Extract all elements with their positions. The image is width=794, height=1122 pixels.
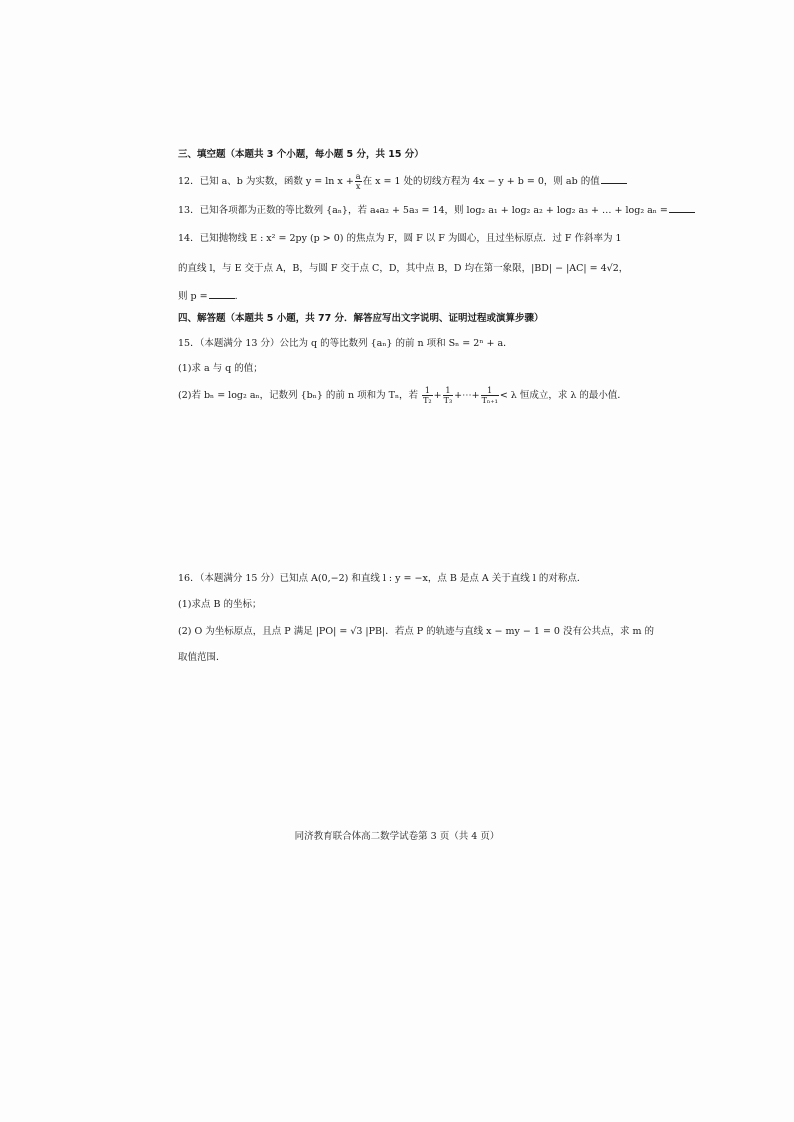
q15-f1-num: 1: [422, 386, 433, 396]
q15-fraction-2: [443, 386, 454, 405]
question-16-part2-line2: 取值范围．: [178, 652, 226, 663]
q15-f2-den: T₃: [443, 396, 453, 405]
question-14-line1: 14．已知抛物线 E : x² = 2py (p > 0) 的焦点为 F，圆 F 以 F 为圆心，且过坐标原点．过 F 作斜率为 1: [178, 233, 622, 244]
q15-fraction-3: [481, 386, 499, 405]
question-15-part1: (1)求 a 与 q 的值；: [178, 363, 263, 374]
question-12: [178, 172, 627, 191]
q15-part2-pre: (2)若 bₙ = log₂ aₙ，记数列 {bₙ} 的前 n 项和为 Tₙ，若: [178, 390, 419, 401]
question-16-part1: (1)求点 B 的坐标；: [178, 599, 262, 610]
q14-line3-post: .: [234, 291, 238, 302]
q15-f2-num: 1: [443, 386, 454, 396]
question-14-line3: [178, 289, 238, 304]
page-footer: 同济教育联合体高二数学试卷第 3 页（共 4 页）: [294, 831, 500, 842]
q12-frac-den: x: [355, 182, 361, 191]
question-15-intro: 15．（本题满分 13 分）公比为 q 的等比数列 {aₙ} 的前 n 项和 Sₙ = 2ⁿ + a．: [178, 338, 513, 349]
q12-fraction: [355, 172, 362, 191]
question-13: [178, 203, 695, 218]
section4-heading: 四、解答题（本题共 5 小题，共 77 分．解答应写出文字说明、证明过程或演算步骤）: [178, 313, 544, 324]
q12-frac-num: a: [355, 172, 361, 181]
question-16-intro: 16．（本题满分 15 分）已知点 A(0,−2) 和直线 l : y = −x，点 B 是点 A 关于直线 l 的对称点．: [178, 573, 587, 584]
q15-f3-den: Tₙ₊₁: [481, 396, 498, 405]
q15-dots: +⋯+: [454, 390, 480, 401]
q15-f3-num: 1: [481, 386, 499, 396]
q14-answer-blank[interactable]: [209, 289, 235, 299]
q15-part2-post: < λ 恒成立，求 λ 的最小值．: [499, 390, 627, 401]
q15-plus: +: [433, 390, 442, 401]
q13-text: 13．已知各项都为正数的等比数列 {aₙ}，若 a₄a₂ + 5a₃ = 14，则 log₂ a₁ + log₂ a₂ + log₂ a₃ + … + log₂ aₙ =: [178, 205, 668, 216]
q15-f1-den: T₂: [423, 396, 432, 405]
q12-text-post: 在 x = 1 处的切线方程为 4x − y + b = 0，则 ab 的值: [362, 176, 600, 187]
q15-fraction-1: [422, 386, 433, 405]
q14-line3-pre: 则 p =: [178, 291, 208, 302]
section3-heading: 三、填空题（本题共 3 个小题，每小题 5 分，共 15 分）: [178, 149, 424, 160]
q12-answer-blank[interactable]: [601, 174, 627, 184]
q12-text-pre: 12．已知 a、b 为实数，函数 y = ln x +: [178, 176, 354, 187]
question-16-part2-line1: (2) O 为坐标原点，且点 P 满足 |PO| = √3 |PB|．若点 P 的轨迹与直线 x − my − 1 = 0 没有公共点，求 m 的: [178, 626, 655, 637]
question-14-line2: 的直线 l，与 E 交于点 A，B，与圆 F 交于点 C，D，其中点 B，D 均在第一象限，|BD| − |AC| = 4√2，: [178, 263, 629, 274]
q13-answer-blank[interactable]: [669, 203, 695, 213]
question-15-part2: [178, 386, 627, 405]
